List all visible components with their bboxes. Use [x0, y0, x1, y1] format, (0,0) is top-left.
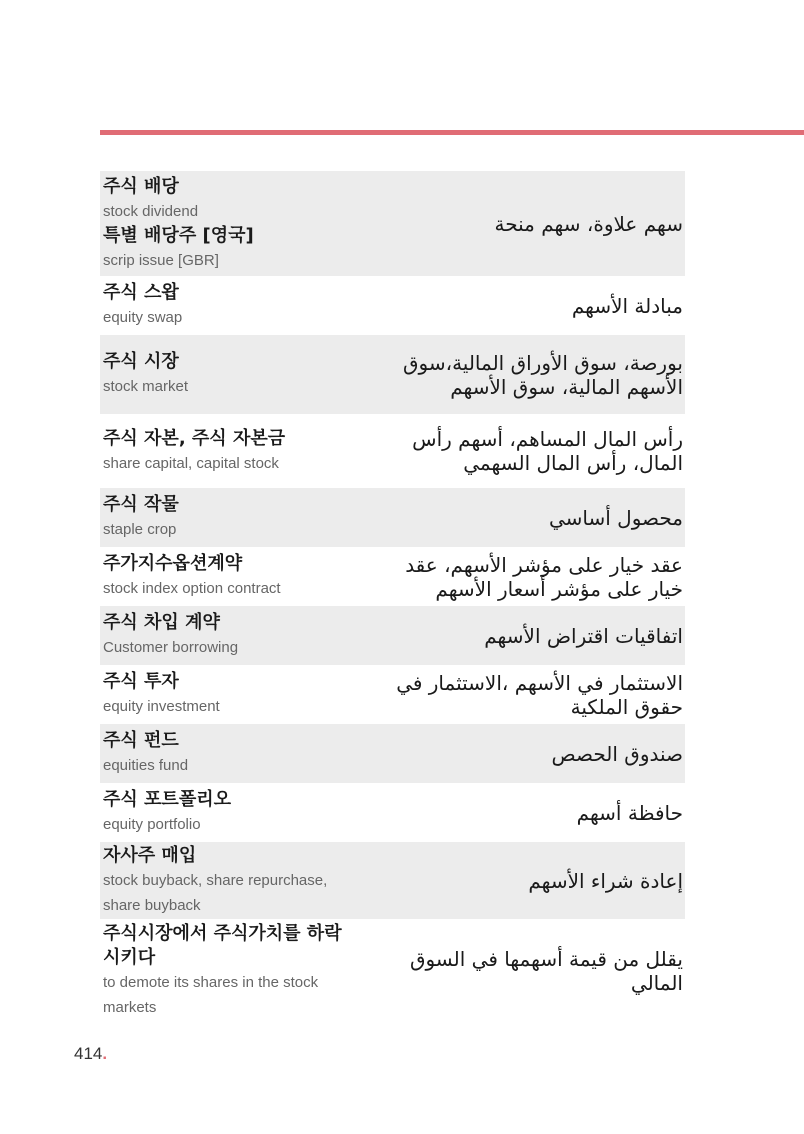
korean-term: 주식 펀드: [103, 730, 179, 751]
english-translation: equity swap: [103, 309, 183, 326]
glossary-row: [100, 842, 685, 919]
korean-english-cell: [103, 281, 365, 330]
arabic-translation: محصول أساسي: [548, 505, 683, 530]
korean-term: 특별 배당주 [영국]: [103, 224, 254, 246]
glossary-row: [100, 547, 685, 606]
glossary-row: [100, 488, 685, 547]
korean-english-cell: [103, 922, 365, 1020]
page-number: [74, 1044, 107, 1064]
english-translation: equities fund: [103, 757, 189, 774]
english-translation: stock buyback, share repurchase,: [103, 871, 328, 889]
korean-term: 자사주 매입: [103, 844, 197, 866]
arabic-translation: حافظة أسهم: [576, 800, 683, 825]
korean-term: 주식 시장: [103, 351, 179, 372]
english-translation: staple crop: [103, 521, 177, 538]
korean-term: 주식 스왑: [103, 282, 179, 303]
english-translation: equity investment: [103, 698, 220, 715]
korean-term: 주식 차입 계약: [103, 612, 220, 633]
english-translation: to demote its shares in the stock: [103, 974, 319, 991]
arabic-translation: بورصة، سوق الأوراق المالية،سوق الأسهم المالية، سوق الأسهم: [403, 350, 683, 399]
english-translation: markets: [103, 999, 157, 1016]
korean-english-cell: [103, 844, 365, 918]
arabic-translation: الاستثمار في الأسهم ،الاستثمار في حقوق الملكية: [396, 670, 683, 719]
glossary-row: [100, 606, 685, 665]
glossary-row: [100, 783, 685, 842]
english-translation: scrip issue [GBR]: [103, 251, 219, 269]
korean-term: 주가지수옵션계약: [103, 553, 243, 574]
page-number-value: 414: [74, 1044, 103, 1063]
korean-term: 주식 투자: [103, 671, 179, 692]
glossary-table: [100, 171, 685, 1023]
arabic-translation: مبادلة الأسهم: [571, 293, 683, 318]
korean-english-cell: [103, 788, 365, 837]
korean-term: 주식 포트폴리오: [103, 789, 231, 810]
korean-english-cell: [103, 611, 365, 660]
english-translation: Customer borrowing: [103, 639, 239, 656]
korean-term: 주식 배당: [103, 175, 179, 197]
english-translation: share capital, capital stock: [103, 454, 279, 472]
english-translation: stock dividend: [103, 202, 199, 220]
glossary-row: [100, 665, 685, 724]
glossary-row: [100, 335, 685, 414]
arabic-translation: إعادة شراء الأسهم: [528, 868, 683, 893]
top-rule: [100, 130, 804, 135]
korean-english-cell: [103, 350, 365, 399]
korean-english-cell: [103, 175, 365, 273]
korean-english-cell: [103, 552, 365, 601]
korean-term: 주식 자본, 주식 자본금: [103, 427, 286, 449]
glossary-row: [100, 276, 685, 335]
arabic-translation: يقلل من قيمة أسهمها في السوق المالي: [409, 947, 683, 995]
korean-english-cell: [103, 493, 365, 542]
korean-term: 주식시장에서 주식가치를 하락: [103, 923, 342, 944]
english-translation: share buyback: [103, 896, 201, 914]
page-number-dot: .: [102, 1044, 108, 1063]
korean-english-cell: [103, 670, 365, 719]
english-translation: stock market: [103, 378, 189, 395]
korean-term: 주식 작물: [103, 494, 179, 515]
arabic-translation: سهم علاوة، سهم منحة: [494, 211, 683, 236]
english-translation: equity portfolio: [103, 816, 201, 833]
arabic-translation: عقد خيار على مؤشر الأسهم، عقد خيار على مؤشر أسعار الأسهم: [405, 552, 683, 601]
glossary-row: [100, 919, 685, 1023]
arabic-translation: رأس المال المساهم، أسهم رأس المال، رأس المال السهمي: [412, 427, 683, 475]
glossary-row: [100, 414, 685, 488]
glossary-row: [100, 724, 685, 783]
arabic-translation: اتفاقيات اقتراض الأسهم: [484, 623, 683, 648]
english-translation: stock index option contract: [103, 580, 281, 597]
korean-english-cell: [103, 427, 365, 476]
korean-english-cell: [103, 729, 365, 778]
korean-term: 시키다: [103, 947, 156, 968]
glossary-row: [100, 171, 685, 276]
arabic-translation: صندوق الحصص: [551, 741, 683, 766]
